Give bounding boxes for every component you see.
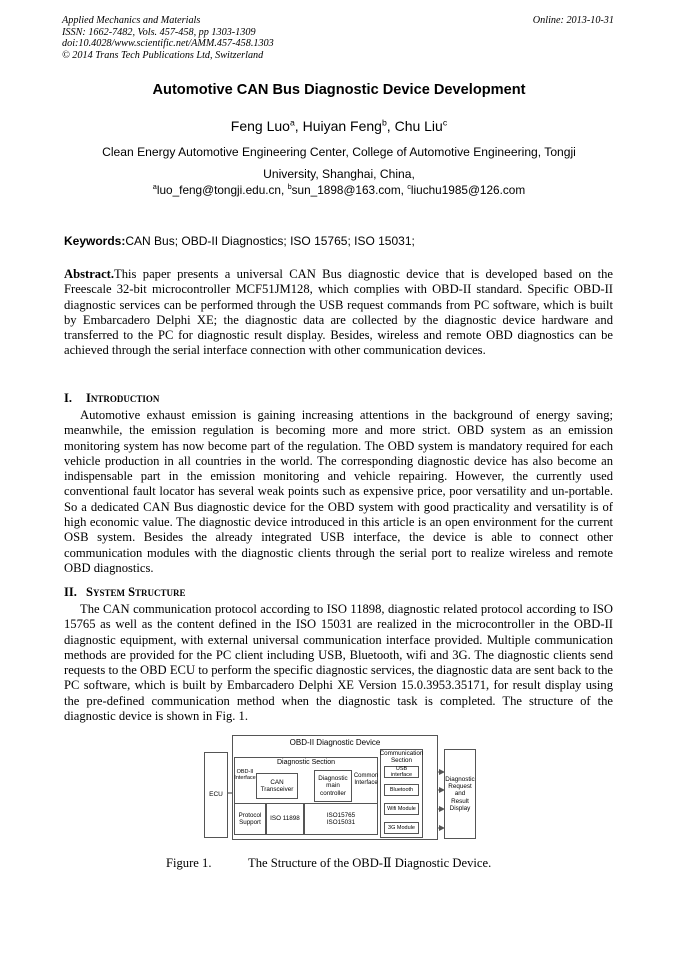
- can-transceiver-box: CAN Transceiver: [256, 773, 298, 799]
- diagnostic-section-title: Diagnostic Section: [277, 759, 335, 766]
- email-list: [0, 183, 678, 197]
- common-interface-label: Common Interface: [353, 773, 379, 786]
- device-title: OBD-II Diagnostic Device: [289, 738, 381, 747]
- journal-name: Applied Mechanics and Materials: [62, 15, 201, 26]
- keywords: [64, 234, 415, 248]
- figure-label: Figure 1.: [166, 856, 212, 870]
- author-name: Chu Liu: [394, 118, 443, 134]
- bluetooth-box: Bluetooth: [384, 784, 419, 796]
- author-name: Feng Luo: [230, 118, 290, 134]
- email: luo_feng@tongji.edu.cn,: [156, 183, 288, 197]
- figure-caption-text: The Structure of the OBD-Ⅱ Diagnostic Device.: [248, 856, 492, 870]
- section-number: I.: [64, 391, 72, 405]
- author-sep: ,: [386, 118, 395, 134]
- result-display-box: Diagnostic Request and Result Display: [444, 749, 476, 839]
- author-list: [0, 118, 678, 134]
- doi: doi:10.4028/www.scientific.net/AMM.457-458.1303: [62, 38, 274, 50]
- email: liuchu1985@126.com: [410, 183, 526, 197]
- author-sup: a: [289, 117, 295, 128]
- journal-header: [62, 15, 614, 61]
- section-body: Automotive exhaust emission is gaining increasing attentions in the background of energy saving; meanwhile, the emission regulation is becoming more and more strict. OBD system as an emission monitoring system has now become part of the regulation. The OBD system is mandatory required for each vehicle production in all countries in the world. The corresponding diagnostic device has also become an indispensable part in the emission monitoring and vehicle repairing. However, the currently used conventional fault locator has several weak points such as expensive price, poor versatility and un-portable. So a dedicated CAN Bus diagnostic device for the OBD system with good practicality and versatility is of high economic value. The diagnostic device introduced in this article is an open environment for the current OSB system. Besides the already integrated USB interface, the device is able to connect other communication modules with the diagnostic clients through the serial port to realize wireless and remote OBD diagnostics.: [64, 408, 613, 575]
- affiliation: [0, 141, 678, 185]
- obd-interface-label: OBD-II Interface: [234, 769, 256, 782]
- ecu-box: ECU: [204, 752, 228, 838]
- wifi-module-box: Wifi Module: [384, 803, 419, 815]
- copyright: © 2014 Trans Tech Publications Ltd, Switzerland: [62, 49, 264, 61]
- email-sup: a: [152, 182, 157, 192]
- iso15765-box: ISO15765 ISO15031: [304, 803, 378, 835]
- affiliation-line: Clean Energy Automotive Engineering Center, College of Automotive Engineering, Tongji: [102, 145, 576, 159]
- protocol-support-box: Protocol Support: [234, 803, 266, 835]
- main-controller-box: Diagnostic main controller: [314, 770, 352, 802]
- figure-caption: [166, 855, 491, 871]
- email-sup: c: [407, 182, 411, 192]
- paper-title: Automotive CAN Bus Diagnostic Device Development: [152, 82, 526, 98]
- keywords-text: CAN Bus; OBD-II Diagnostics; ISO 15765; ISO 15031;: [125, 234, 415, 248]
- section-heading: [64, 391, 159, 406]
- email-sup: b: [287, 182, 292, 192]
- communication-section-title: Communication Section: [379, 750, 424, 765]
- iso11898-box: ISO 11898: [266, 803, 304, 835]
- author-sup: b: [381, 117, 387, 128]
- author-sep: ,: [294, 118, 303, 134]
- section-title: Introduction: [86, 391, 160, 405]
- issn: ISSN: 1662-7482, Vols. 457-458, pp 1303-1309: [62, 26, 256, 38]
- structure-diagram: [204, 735, 476, 840]
- affiliation-line: University, Shanghai, China,: [263, 167, 415, 181]
- 3g-module-box: 3G Module: [384, 822, 419, 834]
- author-name: Huiyan Feng: [302, 118, 382, 134]
- abstract: [64, 267, 613, 359]
- online-date: Online: 2013-10-31: [532, 15, 614, 26]
- section-title: System Structure: [86, 585, 186, 599]
- section-number: II.: [64, 585, 77, 599]
- section-body: The CAN communication protocol according to ISO 11898, diagnostic related protocol according to ISO 15765 as well as the content defined in the ISO 15031 are realized in the microcontroller in the OBD-II diagnostic equipment, with external universal communication interface provided. Multiple communication methods are provided for the PC client including USB, Bluetooth, wifi and 3G. The diagnostic clients send requests to the OBD ECU to perform the specific diagnostic services, the diagnostic data are sent back to the PC software, which is built by Embarcadero Delphi XE Version 15.0.3953.35171, for result display using the pre-defined communication method when the diagnostic task is completed. The structure of the diagnostic device is shown in Fig. 1.: [64, 602, 613, 724]
- abstract-text: This paper presents a universal CAN Bus diagnostic device that is developed based on the Freescale 32-bit microcontroller MCF51JM128, which complies with OBD-II standard. Specific OBD-II diagnostic services can be performed through the USB request commands from PC software, which is built by Embarcadero Delphi XE; the diagnostic data are collected by the diagnostic device hardware and transferred to the PC for diagnostic result display. Besides, wireless and remote OBD diagnostics can be achieved through the serial interface connection with other communication devices.: [64, 267, 613, 358]
- section-heading: [64, 585, 186, 600]
- keywords-label: Keywords:: [64, 234, 126, 248]
- usb-interface-box: USB interface: [384, 766, 419, 778]
- email: sun_1898@163.com,: [291, 183, 408, 197]
- author-sup: c: [442, 117, 448, 128]
- abstract-label: Abstract.: [64, 267, 115, 281]
